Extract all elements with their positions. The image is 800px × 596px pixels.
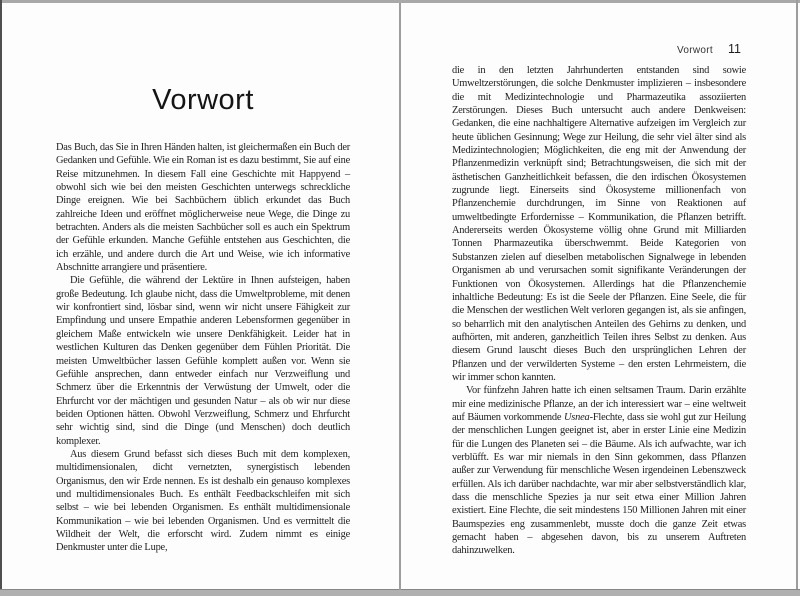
chapter-title: Vorwort bbox=[152, 84, 254, 117]
left-page-body bbox=[56, 141, 350, 555]
scan-edge-right bbox=[796, 0, 798, 596]
right-page bbox=[401, 3, 795, 590]
right-page-body bbox=[452, 64, 746, 558]
page-number: 11 bbox=[728, 42, 741, 56]
body-paragraph: Die Gefühle, die während der Lektüre in Ihnen aufsteigen, haben große Bedeutung. Ich glaube nicht, dass die Umweltprobleme, mit denen wir konfrontiert sind, lösbar sind, wenn wir nicht unsere Fähigkeit zur Empfindung und unsere Empathie anderen Lebensformen gegenüber in gleichem Maße entwickeln wie unsere Denkfähigkeit. Leider hat in westlichen Kulturen das Denken gegenüber dem Fühlen Priorität. Die meisten Umweltbücher lassen Gefühle komplett außen vor. Wenn sie Gefühle ansprechen, dann entweder einfach nur Verzweiflung und Schmerz über die Erkenntnis der Verwüstung der Umwelt, oder die Ehrfurcht vor der mächtigen und gesunden Natur – als ob wir nur diese beiden Optionen hätten. Obwohl Verzweiflung, Schmerz und Ehrfurcht sehr wichtig sind, sind die Dinge (und Menschen) doch deutlich komplexer. bbox=[56, 275, 350, 447]
running-header bbox=[452, 42, 746, 56]
latin-species-name: Usnea bbox=[564, 411, 590, 423]
running-title: Vorwort bbox=[677, 45, 714, 56]
body-paragraph: Aus diesem Grund befasst sich dieses Buch mit dem komplexen, multidimensionalen, dicht vernetzten, synergistisch lebenden Organismus, den wir Erde nennen. Es ist deshalb ein genauso komplexes und multidimensionales Buch. Es enthält Feedbackschleifen mit sich selbst – wie bei lebenden Organismen. Es enthält multidimensionale Kommunikation – wie bei lebenden Organismen. Und es vermittelt die Wildheit der Welt, die erforscht wird. Zudem nimmt es einige Denkmuster unter die Lupe, bbox=[56, 448, 350, 554]
left-page bbox=[2, 3, 399, 590]
body-paragraph: Das Buch, das Sie in Ihren Händen halten, ist gleichermaßen ein Buch der Gedanken und Gefühle. Wie ein Roman ist es dazu bestimmt, Sie auf eine Reise mitzunehmen. In diesem Fall eine Geschichte mit Happyend – obwohl sich wie bei den meisten Geschichten unterwegs schreckliche Dinge ereignen. Wie bei Sachbüchern üblich erkundet das Buch zahlreiche Ideen und eröffnet möglicherweise neue Wege, die Dinge zu betrachten. Anders als die meisten Sachbücher soll es auch ein Spektrum der Gefühle erkunden. Manche Gefühle entstehen aus Geschichten, die ich erzähle, und andere durch die Art und Weise, wie ich informative Abschnitte arrangiere und präsentiere. bbox=[56, 142, 350, 274]
paragraph-text: -Flechte, dass sie wohl gut zur Heilung der menschlichen Lungen geeignet ist, aber in erster Linie eine Medizin für die Lungen des Planeten sei – die Bäume. Als ich aufwachte, war ich verblüfft. Es war mir niemals in den Sinn gekommen, dass Pflanzen außer zur Verwendung für menschliche Wesen irgendeinen Lebenszweck erfüllen. Als ich darüber nachdachte, war mir aber selbstverständlich klar, dass die menschliche Spezies ja nur seit etwa einer Million Jahren existiert. Eine Flechte, die seit mindestens 150 Millionen Jahren mit einer Baumspezies eng zusammenlebt, musste doch die ganze Zeit etwas gemacht haben – abgesehen davon, bis zu unserem Auftreten dahinzuwelken. bbox=[452, 411, 746, 557]
body-paragraph bbox=[452, 384, 746, 557]
body-paragraph: die in den letzten Jahrhunderten entstanden sind sowie Umweltzerstörungen, die solche Denkmuster implizieren – insbesondere die mit Medizintechnologie und Pharmazeutika assoziierten Zerstörungen. Dieses Buch untersucht auch andere Denkweisen: Gedanken, die eine nachhaltigere Alternative aufzeigen im Vergleich zur heute üblichen Gesinnung; Wege zur Heilung, die sehr viel älter sind als Medizintechnologien; Möglichkeiten, die eng mit der Anwendung der Pflanzenmedizin verknüpft sind; Betrachtungsweisen, die sich mit der ästhetischen Ganzheitlichkeit befassen, die den irdischen Ökosystemen zugrunde liegt. Einerseits sind Ökosysteme millionenfach von Pflanzenchemie durchdrungen, im Sinne von Reaktionen auf umweltbedingte Erfordernisse – Kommunikation, die Pflanzen betrifft. Andererseits werden Ökosysteme völlig ohne Grund mit Milliarden Tonnen Pharmazeutika überschwemmt. Beide Kategorien von Substanzen zielen auf dieselben metabolischen Signalwege in lebenden Organismen ab und verursachen somit signifikante Veränderungen der Funktionen von Ökosystemen. Allerdings hat die Pflanzenchemie inhaltliche Bedeutung: Es ist die Seele der Pflanzen. Eine Seele, die für die Menschen der westlichen Welt verloren gegangen ist, als sie anfingen, so beharrlich mit den analytischen Anteilen des Gehirns zu denken, und aufhörten, mit anderen, ganzheitlich Teilen ihres Selbst zu denken. Aus diesem Grund lauscht dieses Buch den ursprünglichen Lehren der Pflanzen und der verwilderten Systeme – den ersten Lehrmeistern, die wir immer schon kannten. bbox=[452, 65, 746, 383]
paragraph-text: Vor fünfzehn Jahren hatte ich einen seltsamen Traum. Darin erzählte mir eine medizinische Pflanze, an der ich interessiert war – eine weltweit auf Bäumen vorkommende bbox=[452, 385, 746, 423]
scan-edge-bottom bbox=[0, 589, 800, 596]
